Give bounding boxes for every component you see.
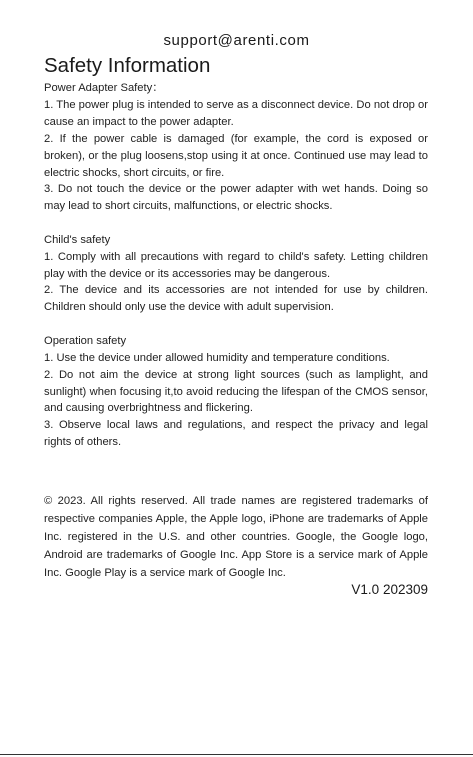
list-item: 2. The device and its accessories are not intended for use by children. Children should only use the device with adult supervision. (44, 284, 428, 314)
operation-safety-section (44, 333, 428, 451)
list-item: 2. Do not aim the device at strong light sources (such as lamplight, and sunlight) when focusing it,to avoid reducing the lifespan of the CMOS sensor, and causing overbrightness and flickering. (44, 368, 428, 415)
section-spacer (44, 215, 428, 232)
power-adapter-section (44, 80, 428, 215)
section-heading: Operation safety (44, 334, 127, 347)
list-item: 1. The power plug is intended to serve as a disconnect device. Do not drop or cause an impact to the power adapter. (44, 98, 428, 128)
support-email: support@arenti.com (163, 32, 310, 49)
child-safety-section (44, 232, 428, 317)
section-heading: Child's safety (44, 233, 111, 246)
list-item: 3. Do not touch the device or the power adapter with wet hands. Doing so may lead to short circuits, malfunctions, or electric shocks. (44, 183, 428, 213)
safety-content (44, 80, 428, 451)
list-item: 1. Comply with all precautions with regard to child's safety. Letting children play with the device or its accessories may be dangerous. (44, 250, 428, 280)
version-label: V1.0 202309 (351, 582, 428, 597)
copyright-notice: © 2023. All rights reserved. All trade names are registered trademarks of respective companies Apple, the Apple logo, iPhone are trademarks of Apple Inc. registered in the U.S. and other countries. Google, the Google logo, Android are trademarks of Google Inc. App Store is a service mark of Apple Inc. Google Play is a service mark of Google Inc. (44, 495, 428, 580)
section-heading: Power Adapter Safety： (44, 82, 164, 94)
list-item: 1. Use the device under allowed humidity and temperature conditions. (44, 351, 390, 364)
bottom-divider (0, 754, 473, 755)
page-title: Safety Information (44, 54, 211, 77)
list-item: 2. If the power cable is damaged (for example, the cord is exposed or broken), or the plug loosens,stop using it at once. Continued use may lead to electric shocks, short circuits, or fire. (44, 132, 428, 179)
list-item: 3. Observe local laws and regulations, and respect the privacy and legal rights of others. (44, 419, 428, 449)
section-spacer (44, 316, 428, 333)
